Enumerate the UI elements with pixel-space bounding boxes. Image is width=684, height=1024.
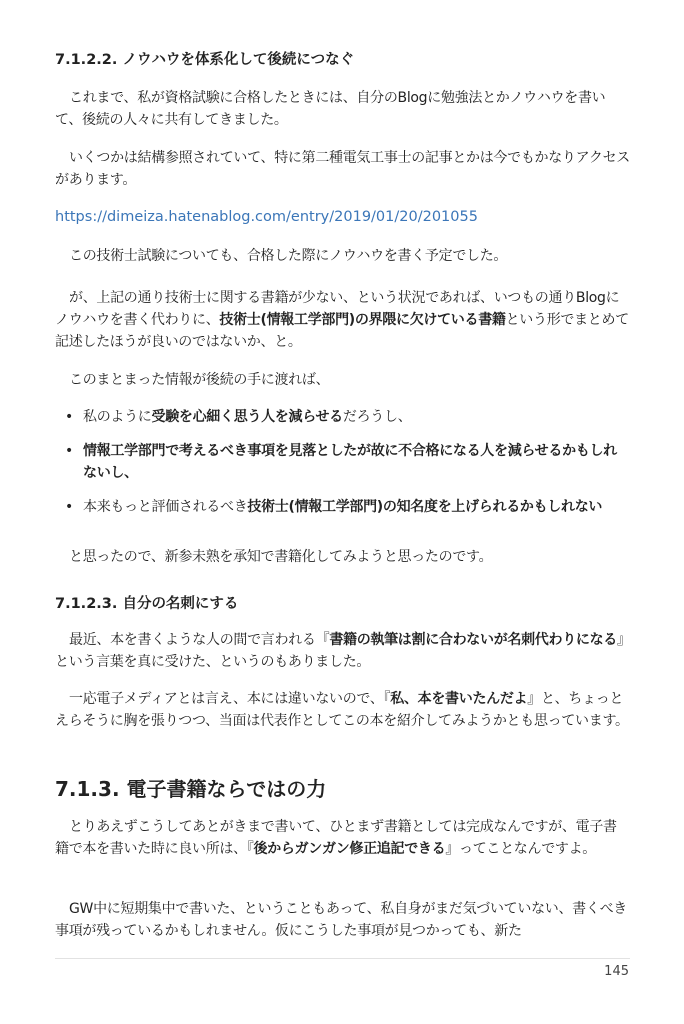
- paragraph: GW中に短期集中で書いた、ということもあって、私自身がまだ気づいていない、書くべき事項が残っているかもしれません。仮にこうした事項が見つかっても、新た: [55, 901, 627, 939]
- paragraph: このまとまった情報が後続の手に渡れば、: [69, 372, 330, 388]
- emphasis: 私、本を書いたんだよ: [390, 691, 528, 707]
- paragraph: 最近、本を書くような人の間で言われる『書籍の執筆は割に合わないが名刺代わりになる』という言葉を真に受けた、というのもありました。: [55, 632, 624, 670]
- section-heading-7-1-2-3: 7.1.2.3. 自分の名刺にする: [55, 596, 239, 612]
- paragraph: と思ったので、新参未熟を承知で書籍化してみようと思ったのです。: [69, 549, 493, 565]
- paragraph: が、上記の通り技術士に関する書籍が少ない、という状況であれば、いつもの通りBlogにノウハウを書く代わりに、技術士(情報工学部門)の界隈に欠けている書籍という形でまとめて記述したほうが良いのではないか、と。: [55, 290, 629, 350]
- list-item: • 情報工学部門で考えるべき事項を見落としたが故に不合格になる人を減らせるかもしれないし、: [55, 440, 630, 484]
- section-heading-7-1-2-2: 7.1.2.2. ノウハウを体系化して後続につなぐ: [55, 52, 355, 68]
- footer-divider: [55, 958, 630, 959]
- page-number: 145: [604, 964, 629, 979]
- emphasis: 技術士(情報工学部門)の界隈に欠けている書籍: [219, 312, 506, 328]
- paragraph: とりあえずこうしてあとがきまで書いて、ひとまず書籍としては完成なんですが、電子書籍で本を書いた時に良い所は、『後からガンガン修正追記できる』ってことなんですよ。: [55, 819, 617, 857]
- paragraph: これまで、私が資格試験に合格したときには、自分のBlogに勉強法とかノウハウを書いて、後続の人々に共有してきました。: [55, 90, 606, 128]
- bullet-list: [55, 406, 630, 518]
- emphasis: 書籍の執筆は割に合わないが名刺代わりになる: [329, 632, 618, 648]
- paragraph: 一応電子メディアとは言え、本には違いないので、『私、本を書いたんだよ』と、ちょっとえらそうに胸を張りつつ、当面は代表作としてこの本を紹介してみようかとも思っています。: [55, 691, 629, 729]
- emphasis: 後からガンガン修正追記できる: [253, 841, 446, 857]
- list-item: • 本来もっと評価されるべき技術士(情報工学部門)の知名度を上げられるかもしれない: [55, 496, 630, 518]
- paragraph: この技術士試験についても、合格した際にノウハウを書く予定でした。: [69, 248, 508, 264]
- section-heading-7-1-3: 7.1.3. 電子書籍ならではの力: [55, 777, 327, 801]
- paragraph: いくつかは結構参照されていて、特に第二種電気工事士の記事とかは今でもかなりアクセスがあります。: [55, 150, 630, 188]
- blog-link[interactable]: https://dimeiza.hatenablog.com/entry/2019/01/20/201055: [55, 209, 478, 225]
- list-item: • 私のように受験を心細く思う人を減らせるだろうし、: [55, 406, 630, 428]
